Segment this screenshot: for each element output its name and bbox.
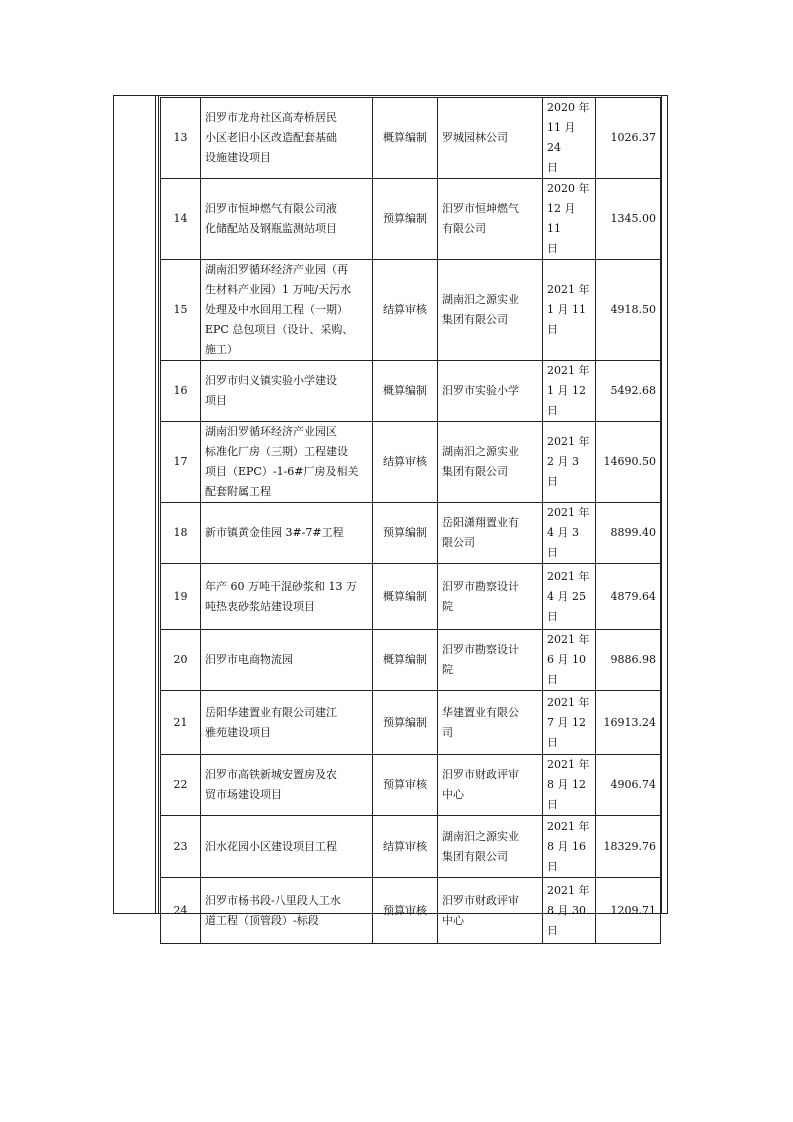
service-type-cell-text: 预算编制 — [383, 212, 427, 225]
project-name-cell-text: 汨罗市电商物流园 — [205, 653, 293, 666]
project-name-cell-text: 汨水花园小区建设项目工程 — [205, 839, 337, 853]
service-type-cell-text: 概算编制 — [383, 653, 427, 666]
date-cell-text: 2021 年 7 月 12 日 — [547, 695, 590, 749]
date-cell-text: 2021 年 4 月 3 日 — [547, 506, 590, 559]
service-type-cell-text: 预算编制 — [383, 715, 427, 729]
amount-cell — [596, 691, 661, 755]
table-row — [161, 691, 661, 755]
service-type-cell — [373, 361, 438, 422]
amount-cell-text: 14690.50 — [603, 455, 656, 468]
service-type-cell — [373, 422, 438, 503]
row-number-cell — [161, 691, 201, 755]
project-name-cell — [201, 691, 373, 755]
project-name-cell-text: 年产 60 万吨干混砂浆和 13 万 吨热衷砂浆站建设项目 — [205, 579, 357, 613]
table-row — [161, 98, 661, 179]
date-cell-text: 2021 年 8 月 30 日 — [547, 883, 590, 937]
amount-cell — [596, 179, 661, 260]
amount-cell-text: 16913.24 — [603, 715, 656, 729]
service-type-cell — [373, 878, 438, 944]
project-name-cell — [201, 630, 373, 691]
project-table — [160, 97, 661, 944]
client-cell — [438, 691, 543, 755]
client-cell — [438, 564, 543, 630]
client-cell — [438, 816, 543, 878]
client-cell — [438, 878, 543, 944]
row-number-cell — [161, 98, 201, 179]
project-name-cell — [201, 179, 373, 260]
row-number-cell-text: 17 — [173, 455, 188, 468]
project-name-cell-text: 汨罗市杨书段-八里段人工水 道工程（顶管段）-标段 — [205, 893, 341, 927]
row-number-cell-text: 20 — [173, 653, 188, 666]
client-cell-text: 湖南汨之源实业 集团有限公司 — [442, 445, 519, 478]
service-type-cell-text: 预算审核 — [383, 903, 427, 917]
date-cell — [543, 691, 596, 755]
table-row — [161, 755, 661, 816]
project-name-cell-text: 湖南汨罗循环经济产业园区 标准化厂房（三期）工程建设 项目（EPC）-1-6#厂房及相关 配套附属工程 — [205, 425, 359, 498]
amount-cell — [596, 98, 661, 179]
client-cell-text: 岳阳潇翔置业有 限公司 — [442, 516, 519, 549]
table-row — [161, 564, 661, 630]
date-cell-text: 2021 年 2 月 3 日 — [547, 435, 590, 488]
table-row — [161, 361, 661, 422]
project-name-cell-text: 岳阳华建置业有限公司建江 雅苑建设项目 — [205, 705, 337, 739]
client-cell-text: 汨罗市财政评审 中心 — [442, 893, 519, 927]
project-name-cell — [201, 260, 373, 361]
service-type-cell — [373, 691, 438, 755]
row-number-cell — [161, 630, 201, 691]
table-row — [161, 503, 661, 564]
table-row — [161, 630, 661, 691]
client-cell-text: 汨罗市勘察设计 院 — [442, 643, 519, 676]
date-cell — [543, 816, 596, 878]
date-cell — [543, 503, 596, 564]
row-number-cell-text: 22 — [173, 778, 188, 791]
amount-cell-text: 1345.00 — [610, 212, 656, 225]
service-type-cell — [373, 179, 438, 260]
column-divider — [661, 95, 662, 914]
service-type-cell — [373, 755, 438, 816]
table-row — [161, 260, 661, 361]
date-cell-text: 2021 年 6 月 10 日 — [547, 633, 590, 686]
date-cell — [543, 361, 596, 422]
client-cell-text: 湖南汨之源实业 集团有限公司 — [442, 293, 519, 326]
amount-cell — [596, 816, 661, 878]
amount-cell — [596, 503, 661, 564]
amount-cell-text: 1209.71 — [610, 903, 656, 917]
row-number-cell-text: 16 — [173, 384, 188, 397]
amount-cell — [596, 361, 661, 422]
row-number-cell — [161, 503, 201, 564]
table-body — [161, 98, 661, 944]
table-row — [161, 878, 661, 944]
service-type-cell-text: 结算审核 — [383, 839, 427, 853]
client-cell — [438, 98, 543, 179]
date-cell — [543, 179, 596, 260]
service-type-cell — [373, 503, 438, 564]
date-cell-text: 2021 年 8 月 16 日 — [547, 819, 590, 873]
client-cell-text: 华建置业有限公 司 — [442, 705, 519, 739]
row-number-cell-text: 14 — [173, 212, 188, 225]
project-name-cell-text: 湖南汨罗循环经济产业园（再 生材料产业园）1 万吨/天污水 处理及中水回用工程（一期） EPC 总包项目（设计、采购、 施工） — [205, 263, 354, 356]
client-cell-text: 汨罗市财政评审 中心 — [442, 768, 519, 801]
client-cell-text: 汨罗市实验小学 — [442, 384, 519, 397]
amount-cell — [596, 878, 661, 944]
date-cell — [543, 755, 596, 816]
service-type-cell-text: 结算审核 — [383, 455, 427, 468]
date-cell-text: 2021 年 4 月 25 日 — [547, 569, 590, 623]
table-row — [161, 816, 661, 878]
client-cell — [438, 755, 543, 816]
amount-cell-text: 4906.74 — [610, 778, 656, 791]
amount-cell — [596, 260, 661, 361]
client-cell-text: 罗城园林公司 — [442, 131, 508, 144]
project-name-cell — [201, 361, 373, 422]
service-type-cell-text: 结算审核 — [383, 303, 427, 316]
column-divider — [155, 95, 156, 914]
date-cell-text: 2020 年 12 月 11 日 — [547, 182, 590, 255]
row-number-cell-text: 23 — [173, 839, 188, 853]
project-name-cell-text: 新市镇黄金佳园 3#-7#工程 — [205, 526, 344, 539]
row-number-cell — [161, 878, 201, 944]
project-name-cell-text: 汨罗市恒坤燃气有限公司液 化储配站及钢瓶监测站项目 — [205, 202, 337, 235]
row-number-cell-text: 19 — [173, 589, 188, 603]
amount-cell-text: 4918.50 — [610, 303, 656, 316]
row-number-cell-text: 15 — [173, 303, 188, 316]
row-number-cell — [161, 361, 201, 422]
date-cell — [543, 630, 596, 691]
row-number-cell-text: 18 — [173, 526, 188, 539]
service-type-cell — [373, 98, 438, 179]
project-name-cell — [201, 98, 373, 179]
row-number-cell — [161, 179, 201, 260]
row-number-cell — [161, 260, 201, 361]
service-type-cell — [373, 260, 438, 361]
date-cell — [543, 564, 596, 630]
date-cell-text: 2021 年 1 月 12 日 — [547, 364, 590, 417]
project-name-cell — [201, 816, 373, 878]
amount-cell-text: 4879.64 — [610, 589, 656, 603]
row-number-cell — [161, 564, 201, 630]
amount-cell-text: 8899.40 — [610, 526, 656, 539]
service-type-cell — [373, 816, 438, 878]
client-cell — [438, 361, 543, 422]
amount-cell — [596, 564, 661, 630]
table-row — [161, 422, 661, 503]
amount-cell-text: 18329.76 — [603, 839, 656, 853]
service-type-cell-text: 预算审核 — [383, 778, 427, 791]
service-type-cell-text: 预算编制 — [383, 526, 427, 539]
date-cell-text: 2020 年 11 月 24 日 — [547, 101, 590, 174]
date-cell-text: 2021 年 8 月 12 日 — [547, 758, 590, 811]
amount-cell-text: 1026.37 — [610, 131, 656, 144]
service-type-cell — [373, 630, 438, 691]
date-cell — [543, 260, 596, 361]
table-row — [161, 179, 661, 260]
project-name-cell — [201, 564, 373, 630]
service-type-cell-text: 概算编制 — [383, 589, 427, 603]
row-number-cell-text: 21 — [173, 715, 188, 729]
date-cell — [543, 878, 596, 944]
project-name-cell — [201, 878, 373, 944]
project-name-cell — [201, 422, 373, 503]
service-type-cell-text: 概算编制 — [383, 131, 427, 144]
project-name-cell-text: 汨罗市高铁新城安置房及农 贸市场建设项目 — [205, 768, 337, 801]
client-cell — [438, 422, 543, 503]
amount-cell-text: 9886.98 — [610, 653, 656, 666]
project-name-cell-text: 汨罗市龙舟社区高寿桥居民 小区老旧小区改造配套基础 设施建设项目 — [205, 111, 337, 164]
row-number-cell — [161, 422, 201, 503]
row-number-cell-text: 24 — [173, 903, 188, 917]
project-name-cell — [201, 755, 373, 816]
project-name-cell-text: 汨罗市归义镇实验小学建设 项目 — [205, 374, 337, 407]
date-cell-text: 2021 年 1 月 11 日 — [547, 283, 590, 336]
client-cell-text: 汨罗市勘察设计 院 — [442, 579, 519, 613]
row-number-cell — [161, 816, 201, 878]
client-cell-text: 汨罗市恒坤燃气 有限公司 — [442, 202, 519, 235]
column-divider — [158, 95, 159, 914]
amount-cell-text: 5492.68 — [610, 384, 656, 397]
amount-cell — [596, 422, 661, 503]
client-cell-text: 湖南汨之源实业 集团有限公司 — [442, 829, 519, 863]
service-type-cell-text: 概算编制 — [383, 384, 427, 397]
amount-cell — [596, 755, 661, 816]
project-name-cell — [201, 503, 373, 564]
client-cell — [438, 179, 543, 260]
row-number-cell — [161, 755, 201, 816]
client-cell — [438, 630, 543, 691]
client-cell — [438, 503, 543, 564]
row-number-cell-text: 13 — [173, 131, 188, 144]
service-type-cell — [373, 564, 438, 630]
date-cell — [543, 98, 596, 179]
date-cell — [543, 422, 596, 503]
client-cell — [438, 260, 543, 361]
amount-cell — [596, 630, 661, 691]
